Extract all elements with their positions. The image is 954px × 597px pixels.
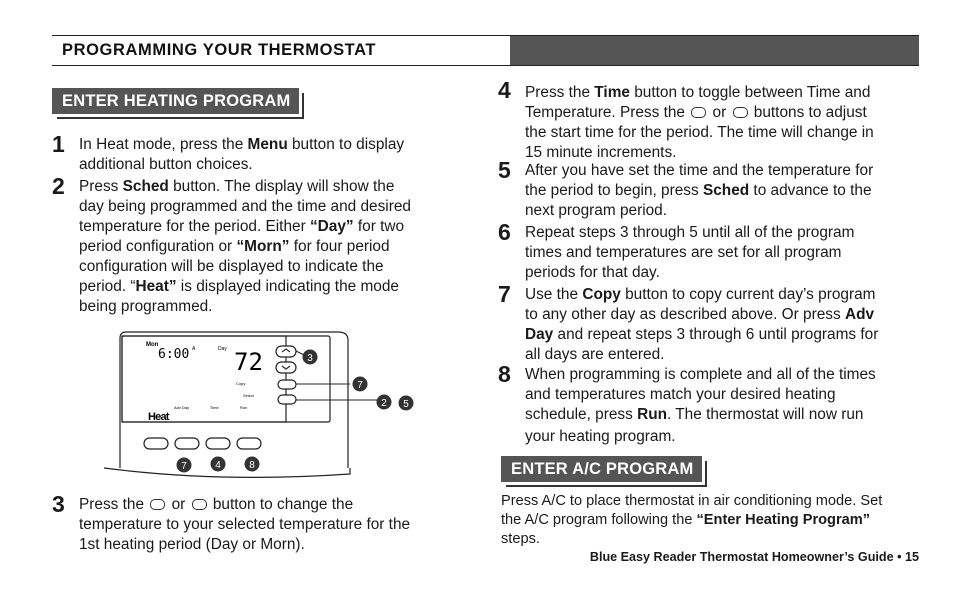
page-title: PROGRAMMING YOUR THERMOSTAT xyxy=(62,41,377,59)
callout-label: 2 xyxy=(381,398,387,409)
display-run: Run xyxy=(240,405,248,410)
copy-button[interactable] xyxy=(278,380,296,389)
ac-paragraph: Press A/C to place thermostat in air conditioning mode. Set the A/C program following the “Enter Heating Program” steps. xyxy=(501,493,883,547)
select-button[interactable] xyxy=(278,395,296,404)
up-button[interactable] xyxy=(276,346,296,357)
header-bar xyxy=(510,36,919,65)
section-heading-ac: ENTER A/C PROGRAM xyxy=(501,456,702,482)
down-button-icon xyxy=(192,499,207,510)
callout-label: 5 xyxy=(403,399,409,410)
page-header xyxy=(52,35,919,66)
step-number: 3 xyxy=(52,491,65,517)
callout-label: 7 xyxy=(357,380,363,391)
callout-label: 3 xyxy=(307,353,313,364)
step-number: 8 xyxy=(498,361,511,387)
display-time: 6:00 xyxy=(158,347,190,362)
menu-button-left[interactable] xyxy=(175,438,199,449)
callout-label: 8 xyxy=(249,460,255,471)
page-footer: Blue Easy Reader Thermostat Homeowner’s Guide • 15 xyxy=(589,550,919,564)
up-button-icon xyxy=(150,499,165,510)
display-day-indicator: Day xyxy=(218,346,227,352)
time-button[interactable] xyxy=(206,438,230,449)
display-am: A xyxy=(192,346,196,352)
step-number: 7 xyxy=(498,281,511,307)
display-adv-day: Adv Day xyxy=(174,405,190,410)
adv-day-button[interactable] xyxy=(144,438,168,449)
step-number: 6 xyxy=(498,219,511,245)
callout-label: 4 xyxy=(215,460,221,471)
step-number: 5 xyxy=(498,157,511,183)
display-time-label: Time xyxy=(210,405,219,410)
run-button[interactable] xyxy=(237,438,261,449)
down-button[interactable] xyxy=(276,362,296,373)
down-button-icon xyxy=(733,107,748,118)
section-heading-heating: ENTER HEATING PROGRAM xyxy=(52,88,299,114)
display-copy: Copy xyxy=(236,381,246,386)
up-button-icon xyxy=(691,107,706,118)
thermostat-diagram xyxy=(100,328,430,478)
step-number: 4 xyxy=(498,77,511,103)
callout-label: 7 xyxy=(181,461,187,472)
display-select: Select xyxy=(243,393,255,398)
display-temperature: 72 xyxy=(234,348,263,376)
step-number: 2 xyxy=(52,173,65,199)
display-mode: Heat xyxy=(148,411,169,423)
step-number: 1 xyxy=(52,131,65,157)
display-day-short: Mon xyxy=(146,342,159,348)
